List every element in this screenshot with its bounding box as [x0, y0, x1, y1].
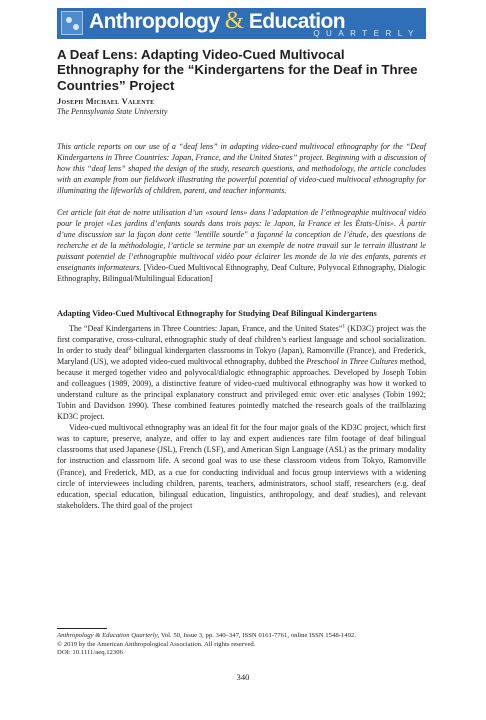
footnote-marker-1: 1	[342, 323, 346, 330]
footnote-marker-2: 2	[128, 345, 132, 352]
journal-title-left: Anthropology	[89, 10, 220, 33]
article-title: A Deaf Lens: Adapting Video-Cued Multivocal Ethnography for the “Kindergartens for the Deaf in Three Countries” Project	[57, 47, 418, 93]
journal-ampersand: &	[224, 7, 244, 34]
p1-text-1: The “Deaf Kindergartens in Three Countries: Japan, France, and the United States”	[69, 323, 343, 333]
citation-journal: Anthropology & Education Quarterly	[57, 632, 158, 639]
page-number: 340	[236, 672, 250, 682]
p1-text-3: bilingual kindergarten classrooms in Tokyo (Japan), Ramonville (France), and Frederick, Maryland (US), we adopted video-cued multivocal ethnography, dubbed the	[57, 345, 426, 367]
p1-text-2: (KD3C) project was the first comparative, cross-cultural, ethnographic study of deaf children’s earliest language and school socialization. In order to study deaf	[57, 323, 426, 355]
citation-details: , Vol. 50, Issue 3, pp. 340–347, ISSN 0161-7761, online ISSN 1548-1492.	[157, 632, 356, 639]
keywords: [Video-Cued Multivocal Ethnography, Deaf Culture, Polyvocal Ethnography, Dialogic Ethnography, Bilingual/Multilingual Education]	[57, 262, 426, 283]
article-body	[57, 47, 426, 511]
abstract-french	[57, 207, 426, 284]
author-affiliation: The Pennsylvania State University	[57, 106, 168, 116]
copyright-line: © 2019 by the American Anthropological Association. All rights reserved.	[57, 640, 256, 648]
paragraph-1	[57, 323, 426, 422]
p1-emphasis: Preschool in Three Cultures	[306, 357, 398, 367]
journal-title-right: Education	[248, 10, 345, 33]
paragraph-2: Video-cued multivocal ethnography was an ideal fit for the four major goals of the KD3C project, which first was to capture, preserve, analyze, and offer to lay and expert audiences rare film footage of deaf bilingual classrooms that used Japanese (JSL), French (LSF), and American Sign Language (ASL) as the primary modality for instruction and classroom life. A second goal was to use these classroom videos from Tokyo, Ramonville (France), and Frederick, MD, as a cue for conducting individual and focus group interviews with a widening circle of interviewees including children, parents, teachers, administrators, school staff, researchers (e.g. deaf education, special education, bilingual education, linguistics, anthropology, and deaf studies), and relevant stakeholders. The third goal of the project	[57, 423, 426, 510]
abstract-english: This article reports on our use of a “deaf lens” in adapting video-cued multivocal ethnography for the “Deaf Kindergartens in Three Countries: Japan, France, and the United States” project. Beginning with a discussion of how this “deaf lens” shaped the design of the study, research questions, and methodology, the article concludes with an example from our fieldwork illustrating the powerful potential of video-cued multivocal ethnography for illuminating the lifeworlds of children, parent, and teacher informants.	[57, 141, 426, 195]
section-heading: Adapting Video-Cued Multivocal Ethnography for Studying Deaf Bilingual Kindergartens	[57, 308, 377, 318]
p1-text-4: method, because it merged together video and polyvocal/dialogic ethnographic approaches. Developed by Joseph Tobin and colleagues (1989, 2009), a distinctive feature of video-cued multivocal ethnography was how it worked to understand culture as the principal explanatory construct and privileged emic over etic analyses (Tobin 1992; Tobin and Davidson 1990). These combined features pointedly matched the research goals of the trailblazing KD3C project.	[57, 357, 426, 422]
journal-title	[89, 9, 345, 34]
abstract-french-text: Cet article fait état de notre utilisation d’un «sourd lens» dans l’adaptation de l’ethnographie multivocal vidéo pour le projet «Les jardins d’enfants sourds dans trois pays: le Japon, la France et les États-Unis». À partir d’une discussion sur la façon dont cette "lentille sourde" a façonné la conception de l’étude, des questions de recherche et de la méthodologie, l’article se termine par un exemple de notre travail sur le terrain illustrant le puissant potentiel de l’ethnographie multivocal vidéo pour éclairer les monde de la vie des enfants, parents et enseignants informateurs.	[57, 207, 426, 272]
citation-line	[57, 632, 426, 641]
author-name: Joseph Michael Valente	[57, 96, 155, 106]
journal-logo-icon	[61, 11, 83, 35]
doi-line: DOI: 10.1111/aeq.12306	[57, 649, 123, 657]
footnote-divider	[57, 628, 107, 629]
footnote-block	[57, 632, 426, 658]
journal-banner	[57, 8, 426, 39]
journal-subtitle: QUARTERLY	[313, 29, 420, 38]
